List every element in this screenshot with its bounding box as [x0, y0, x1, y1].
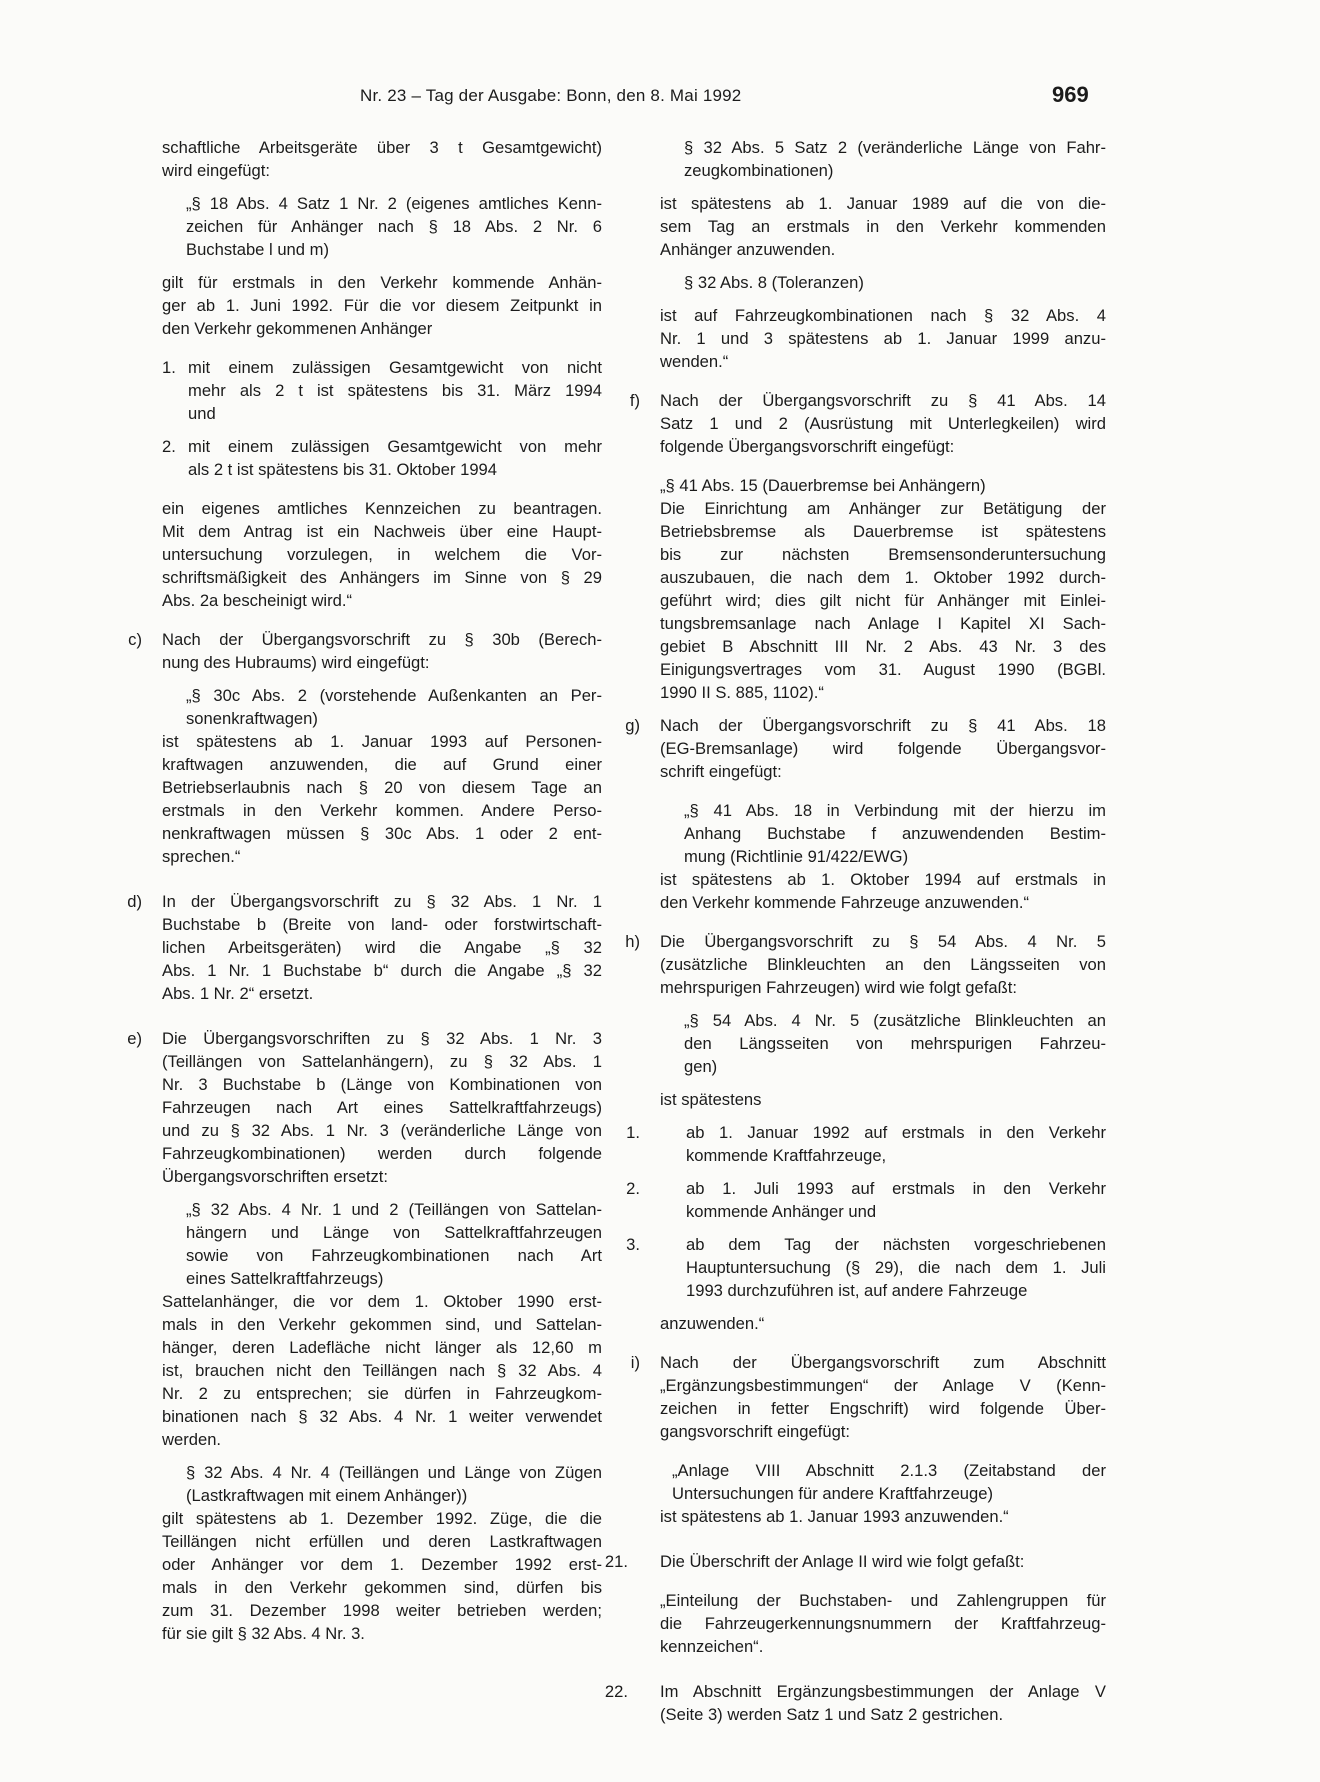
item-marker: 22.	[604, 1682, 628, 1701]
text-line: Nach der Übergangsvorschrift zu § 41 Abs. 18	[660, 716, 1106, 735]
text-line: nung des Hubraums) wird eingefügt:	[162, 653, 430, 672]
text-line: zum 31. Dezember 1998 weiter betrieben werden;	[162, 1601, 602, 1620]
page-number: 969	[1052, 82, 1089, 107]
text-line: ist, brauchen nicht den Teillängen nach § 32 Abs. 4	[162, 1361, 602, 1380]
paragraph	[162, 1290, 602, 1451]
text-line: Anhang Buchstabe f anzuwendenden Bestim-	[684, 824, 1106, 843]
header-text: Nr. 23 – Tag der Ausgabe: Bonn, den 8. Mai 1992	[360, 86, 742, 105]
text-line: Nach der Übergangsvorschrift zum Abschnitt	[660, 1353, 1106, 1372]
text-line: erstmals in den Verkehr kommen. Andere Perso-	[162, 801, 602, 820]
paragraph	[660, 304, 1106, 373]
text-line: bis zur nächsten Bremsensonderuntersuchung	[660, 545, 1106, 564]
paragraph	[660, 1680, 1106, 1726]
text-line: den Längsseiten von mehrspurigen Fahrzeu-	[684, 1034, 1106, 1053]
text-line: ist spätestens ab 1. Januar 1993 auf Personen-	[162, 732, 602, 751]
text-line: sowie von Fahrzeugkombinationen nach Art	[186, 1246, 602, 1265]
item-d	[127, 890, 602, 1005]
text-line: zeichen für Anhänger nach § 18 Abs. 2 Nr. 6	[186, 217, 602, 236]
text-line: Die Einrichtung am Anhänger zur Betätigung der	[660, 499, 1106, 518]
text-line: Anhänger anzuwenden.	[660, 240, 836, 259]
text-line: Hauptuntersuchung (§ 29), die nach dem 1. Juli	[686, 1258, 1106, 1277]
left-column	[127, 136, 602, 1645]
paragraph	[660, 868, 1106, 914]
text-line: 1990 II S. 885, 1102).“	[660, 683, 824, 702]
text-line: Untersuchungen für andere Kraftfahrzeuge)	[672, 1484, 994, 1503]
quote-paragraph	[660, 474, 1106, 497]
text-line: Sattelanhänger, die vor dem 1. Oktober 1990 erst-	[162, 1292, 602, 1311]
list-number: 3.	[626, 1235, 640, 1254]
paragraph: Die Überschrift der Anlage II wird wie folgt gefaßt:	[660, 1552, 1025, 1571]
paragraph: ist spätestens ab 1. Januar 1993 anzuwenden.“	[660, 1507, 1009, 1526]
text-line: Fahrzeugkombinationen) werden durch folgende	[162, 1144, 602, 1163]
text-line: auszubauen, die nach dem 1. Oktober 1992 durch-	[660, 568, 1106, 587]
quote-paragraph	[660, 1459, 1106, 1505]
text-line: (Teillängen von Sattelanhängern), zu § 32 Abs. 1	[162, 1052, 602, 1071]
text-line: werden.	[162, 1430, 222, 1449]
text-line: gen)	[684, 1057, 718, 1076]
quote-paragraph	[660, 799, 1106, 868]
text-line: Einigungsvertrages vom 31. August 1990 (BGBl.	[660, 660, 1106, 679]
text-line: „§ 30c Abs. 2 (vorstehende Außenkanten an Per-	[186, 686, 602, 705]
text-line: wird eingefügt:	[162, 161, 270, 180]
text-line: lichen Arbeitsgeräten) wird die Angabe „§ 32	[162, 938, 602, 957]
quote-paragraph	[660, 1009, 1106, 1078]
text-line: „§ 32 Abs. 4 Nr. 1 und 2 (Teillängen von Sattelan-	[186, 1200, 602, 1219]
list-number: 2.	[162, 437, 176, 456]
text-line: „§ 41 Abs. 15 (Dauerbremse bei Anhängern)	[660, 476, 986, 495]
text-line: Satz 1 und 2 (Ausrüstung mit Unterlegkeilen) wird	[660, 414, 1106, 433]
text-line: Mit dem Antrag ist ein Nachweis über eine Haupt-	[162, 522, 602, 541]
item-22	[604, 1680, 1106, 1726]
text-line: § 32 Abs. 4 Nr. 4 (Teillängen und Länge von Zügen	[186, 1463, 602, 1482]
text-line: oder Anhänger vor dem 1. Dezember 1992 erst-	[162, 1555, 602, 1574]
list-text	[188, 435, 602, 481]
text-line: zeugkombinationen)	[684, 161, 834, 180]
text-line: Betriebsbremse als Dauerbremse ist spätestens	[660, 522, 1106, 541]
paragraph: ist spätestens	[660, 1090, 762, 1109]
text-line: als 2 t ist spätestens bis 31. Oktober 1994	[188, 460, 498, 479]
item-g	[625, 714, 1106, 914]
text-line: „§ 54 Abs. 4 Nr. 5 (zusätzliche Blinkleuchten an	[684, 1011, 1106, 1030]
text-line: Abs. 2a bescheinigt wird.“	[162, 591, 353, 610]
page-header	[0, 80, 1320, 110]
text-line: ab dem Tag der nächsten vorgeschriebenen	[686, 1235, 1106, 1254]
text-line: wenden.“	[660, 352, 729, 371]
text-line: (Seite 3) werden Satz 1 und Satz 2 gestrichen.	[660, 1705, 1004, 1724]
text-line: schrift eingefügt:	[660, 762, 782, 781]
paragraph	[162, 497, 602, 612]
list-item	[162, 435, 602, 481]
item-marker: g)	[625, 716, 640, 735]
item-c	[128, 628, 602, 868]
text-line: nenkraftwagen müssen § 30c Abs. 1 oder 2 ent-	[162, 824, 602, 843]
text-line: ab 1. Januar 1992 auf erstmals in den Verkehr	[686, 1123, 1106, 1142]
text-line: kraftwagen anzuwenden, die auf Grund einer	[162, 755, 602, 774]
paragraph	[660, 389, 1106, 458]
text-line: ger ab 1. Juni 1992. Für die vor diesem Zeitpunkt in	[162, 296, 602, 315]
text-line: ab 1. Juli 1993 auf erstmals in den Verkehr	[686, 1179, 1106, 1198]
item-marker: h)	[625, 932, 640, 951]
text-line: und zu § 32 Abs. 1 Nr. 3 (veränderliche Länge von	[162, 1121, 602, 1140]
text-line: die Fahrzeugerkennungsnummern der Kraftfahrzeug-	[660, 1614, 1106, 1633]
item-marker: 21.	[604, 1552, 628, 1571]
text-line: mit einem zulässigen Gesamtgewicht von mehr	[188, 437, 602, 456]
paragraph	[162, 890, 602, 1005]
list-number: 2.	[626, 1179, 640, 1198]
text-line: folgende Übergangsvorschrift eingefügt:	[660, 437, 955, 456]
text-line: Teillängen nicht erfüllen und deren Lastkraftwagen	[162, 1532, 602, 1551]
text-line: sem Tag an erstmals in den Verkehr kommenden	[660, 217, 1106, 236]
text-line: In der Übergangsvorschrift zu § 32 Abs. 1 Nr. 1	[162, 892, 602, 911]
quote-paragraph	[660, 136, 1106, 182]
text-line: Nach der Übergangsvorschrift zu § 30b (Berech-	[162, 630, 602, 649]
text-line: gilt für erstmals in den Verkehr kommende Anhän-	[162, 273, 602, 292]
text-line: schaftliche Arbeitsgeräte über 3 t Gesamtgewicht)	[162, 138, 602, 157]
list-item	[162, 356, 602, 425]
text-line: ist spätestens ab 1. Januar 1989 auf die von die-	[660, 194, 1106, 213]
text-line: Abs. 1 Nr. 1 Buchstabe b“ durch die Angabe „§ 32	[162, 961, 602, 980]
list-text	[686, 1177, 1106, 1223]
quote-paragraph	[162, 192, 602, 261]
text-line: gilt spätestens ab 1. Dezember 1992. Züge, die die	[162, 1509, 602, 1528]
list-number: 1.	[626, 1123, 640, 1142]
text-line: für sie gilt § 32 Abs. 4 Nr. 3.	[162, 1624, 365, 1643]
text-line: Nr. 3 Buchstabe b (Länge von Kombinationen von	[162, 1075, 602, 1094]
text-line: „Ergänzungsbestimmungen“ der Anlage V (Kenn-	[660, 1376, 1106, 1395]
text-line: gangsvorschrift eingefügt:	[660, 1422, 851, 1441]
text-line: geführt wird; dies gilt nicht für Anhänger mit Einlei-	[660, 591, 1106, 610]
list-number: 1.	[162, 358, 176, 377]
paragraph	[162, 1507, 602, 1645]
text-line: (zusätzliche Blinkleuchten an den Längsseiten von	[660, 955, 1106, 974]
quote-paragraph	[162, 684, 602, 730]
text-line: kommende Kraftfahrzeuge,	[686, 1146, 887, 1165]
text-line: mung (Richtlinie 91/422/EWG)	[684, 847, 909, 866]
paragraph: anzuwenden.“	[660, 1314, 765, 1333]
text-line: (Lastkraftwagen mit einem Anhänger))	[186, 1486, 468, 1505]
text-line: mals in den Verkehr gekommen sind, und Sattelan-	[162, 1315, 602, 1334]
text-line: (EG-Bremsanlage) wird folgende Übergangsvor-	[660, 739, 1106, 758]
text-line: sprechen.“	[162, 847, 241, 866]
list-text	[686, 1121, 1106, 1167]
paragraph	[660, 497, 1106, 704]
paragraph	[660, 1351, 1106, 1443]
paragraph	[162, 136, 602, 182]
text-line: § 32 Abs. 8 (Toleranzen)	[684, 273, 864, 292]
item-marker: i)	[630, 1353, 640, 1372]
item-marker: c)	[128, 630, 142, 649]
text-line: 1993 durchzuführen ist, auf andere Fahrzeuge	[686, 1281, 1028, 1300]
text-line: schriftsmäßigkeit des Anhängers im Sinne von § 29	[162, 568, 602, 587]
text-line: mit einem zulässigen Gesamtgewicht von nicht	[188, 358, 602, 377]
list-item	[626, 1233, 1106, 1302]
quote-paragraph	[162, 1461, 602, 1507]
paragraph	[660, 714, 1106, 783]
text-line: „§ 18 Abs. 4 Satz 1 Nr. 2 (eigenes amtliches Kenn-	[186, 194, 602, 213]
item-f	[629, 389, 1106, 704]
paragraph	[162, 628, 602, 674]
text-line: hängern und Länge von Sattelkraftfahrzeugen	[186, 1223, 602, 1242]
text-line: Betriebserlaubnis nach § 20 von diesem Tage an	[162, 778, 602, 797]
paragraph	[660, 192, 1106, 261]
item-21	[604, 1550, 1106, 1658]
paragraph	[660, 930, 1106, 999]
text-line: mehr als 2 t ist spätestens bis 31. März 1994	[188, 381, 602, 400]
item-marker: e)	[127, 1029, 142, 1048]
text-line: Abs. 1 Nr. 2“ ersetzt.	[162, 984, 314, 1003]
text-line: ist spätestens ab 1. Oktober 1994 auf erstmals in	[660, 870, 1106, 889]
paragraph	[162, 730, 602, 868]
text-line: eines Sattelkraftfahrzeugs)	[186, 1269, 384, 1288]
text-line: „Anlage VIII Abschnitt 2.1.3 (Zeitabstand der	[672, 1461, 1106, 1480]
text-line: Im Abschnitt Ergänzungsbestimmungen der Anlage V	[660, 1682, 1106, 1701]
text-line: mehrspurigen Fahrzeugen) wird wie folgt gefaßt:	[660, 978, 1017, 997]
item-h	[625, 930, 1106, 1335]
text-line: tungsbremsanlage nach Anlage I Kapitel XI Sach-	[660, 614, 1106, 633]
text-line: Buchstabe b (Breite von land- oder forstwirtschaft-	[162, 915, 602, 934]
text-line: den Verkehr kommende Fahrzeuge anzuwenden.“	[660, 893, 1029, 912]
text-line: binationen nach § 32 Abs. 4 Nr. 1 weiter verwendet	[162, 1407, 602, 1426]
item-i	[630, 1351, 1106, 1528]
text-line: Nr. 2 zu entsprechen; sie dürfen in Fahrzeugkom-	[162, 1384, 602, 1403]
text-line: § 32 Abs. 5 Satz 2 (veränderliche Länge von Fahr-	[684, 138, 1106, 157]
text-line: Nr. 1 und 3 spätestens ab 1. Januar 1999 anzu-	[660, 329, 1106, 348]
text-line: ein eigenes amtliches Kennzeichen zu beantragen.	[162, 499, 602, 518]
text-line: Übergangsvorschriften ersetzt:	[162, 1167, 388, 1186]
text-line: und	[188, 404, 216, 423]
item-marker: f)	[629, 391, 640, 410]
text-line: Buchstabe l und m)	[186, 240, 329, 259]
list-item	[626, 1121, 1106, 1167]
text-line: Die Übergangsvorschriften zu § 32 Abs. 1 Nr. 3	[162, 1029, 602, 1048]
text-line: „§ 41 Abs. 18 in Verbindung mit der hierzu im	[684, 801, 1106, 820]
item-e	[127, 1027, 602, 1645]
text-line: Fahrzeugen nach Art eines Sattelkraftfahrzeugs)	[162, 1098, 602, 1117]
text-line: gebiet B Abschnitt III Nr. 2 Abs. 43 Nr. 3 des	[660, 637, 1106, 656]
text-line: sonenkraftwagen)	[186, 709, 318, 728]
text-line: mals in den Verkehr gekommen sind, dürfen bis	[162, 1578, 602, 1597]
list-item	[626, 1177, 1106, 1223]
text-line: untersuchung vorzulegen, in welchem die Vor-	[162, 545, 602, 564]
text-line: zeichen in fetter Engschrift) wird folgende Über-	[660, 1399, 1106, 1418]
text-line: ist auf Fahrzeugkombinationen nach § 32 Abs. 4	[660, 306, 1106, 325]
text-line: kennzeichen“.	[660, 1637, 764, 1656]
text-line: Die Übergangsvorschrift zu § 54 Abs. 4 Nr. 5	[660, 932, 1106, 951]
text-line: den Verkehr gekommenen Anhänger	[162, 319, 433, 338]
paragraph	[162, 271, 602, 340]
list-text	[686, 1233, 1106, 1302]
paragraph	[162, 1027, 602, 1188]
text-line: hänger, deren Ladefläche nicht länger als 12,60 m	[162, 1338, 602, 1357]
quote-paragraph	[162, 1198, 602, 1290]
quote-paragraph	[660, 1589, 1106, 1658]
item-marker: d)	[127, 892, 142, 911]
text-line: „Einteilung der Buchstaben- und Zahlengruppen für	[660, 1591, 1106, 1610]
list-text	[188, 356, 602, 425]
quote-paragraph	[660, 271, 1106, 294]
text-line: Nach der Übergangsvorschrift zu § 41 Abs. 14	[660, 391, 1106, 410]
right-column	[604, 136, 1106, 1726]
text-line: kommende Anhänger und	[686, 1202, 877, 1221]
